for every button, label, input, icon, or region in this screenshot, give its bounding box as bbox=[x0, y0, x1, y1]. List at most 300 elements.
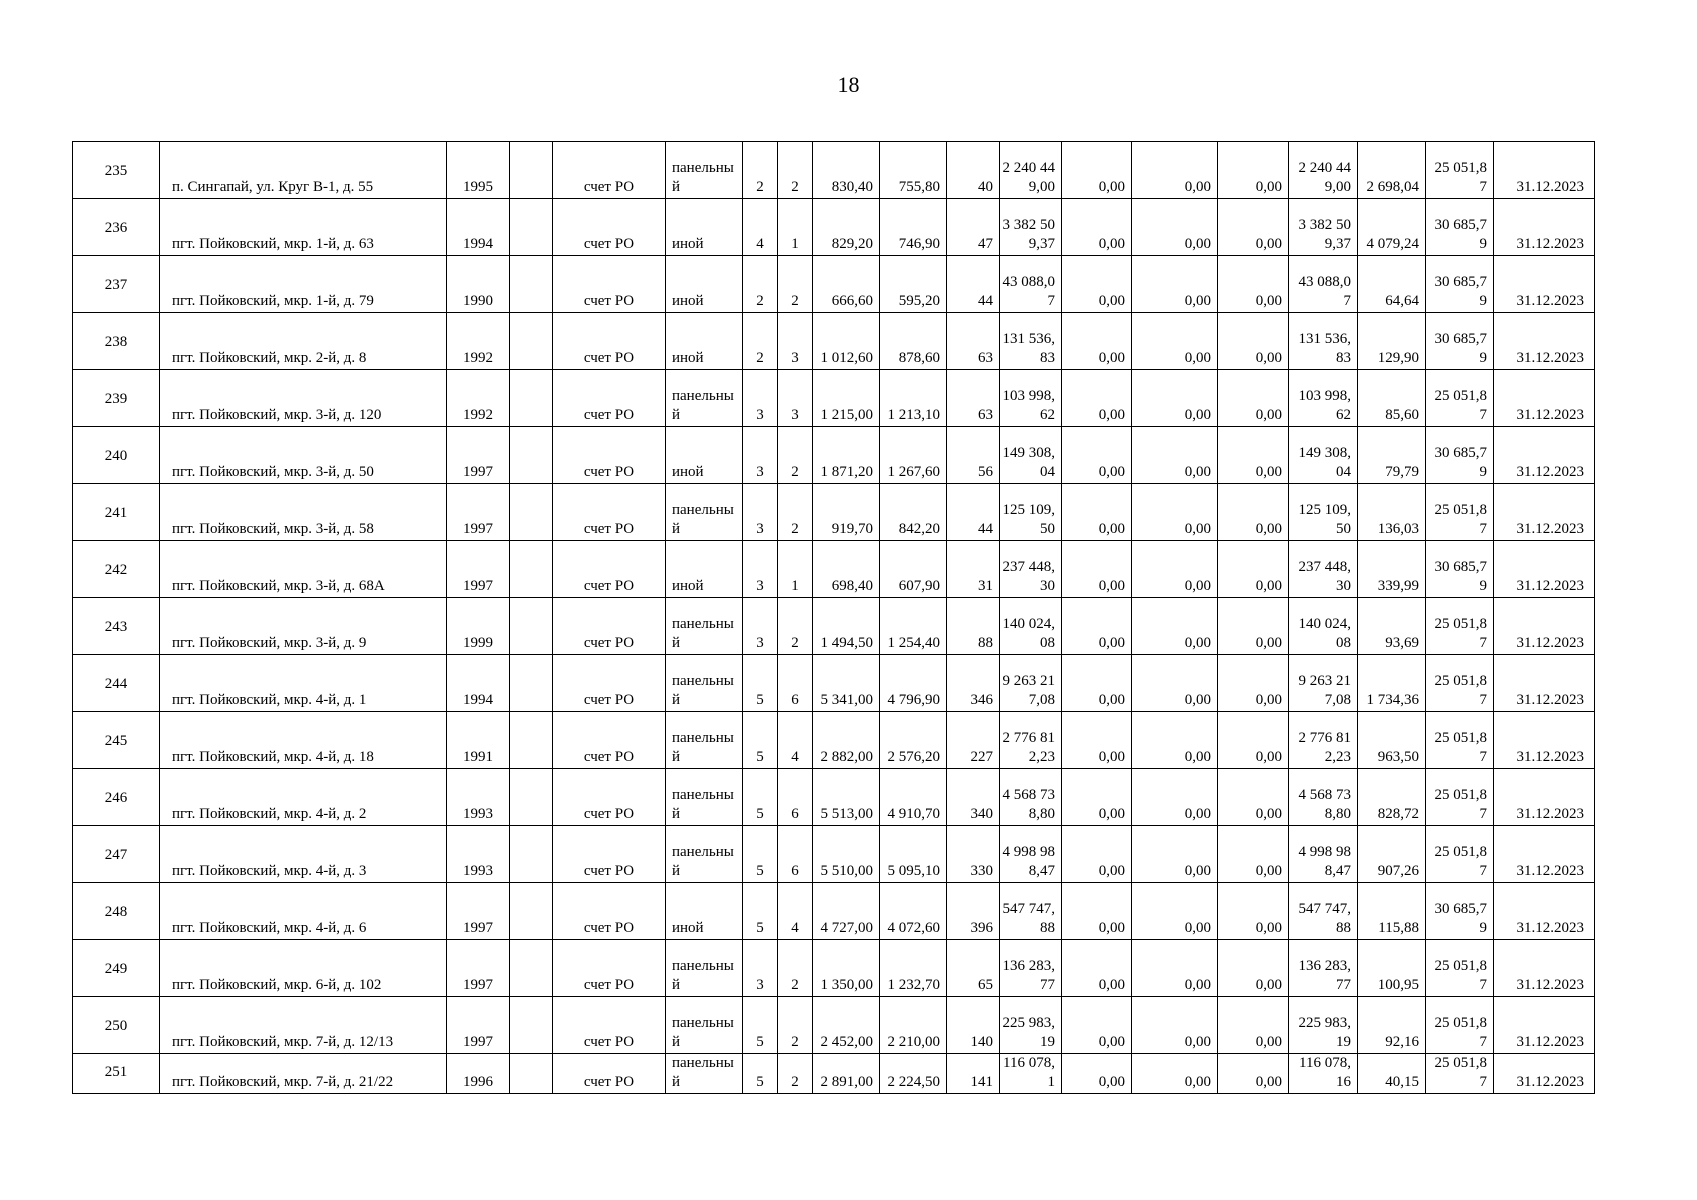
ro-cost-cell-text: 103 998,62 bbox=[1298, 388, 1351, 423]
address-cell: пгт. Пойковский, мкр. 3-й, д. 120 bbox=[160, 370, 447, 427]
funding-source-cell: счет РО bbox=[553, 427, 666, 484]
table-row bbox=[73, 484, 1595, 541]
entrances-cell: 1 bbox=[778, 541, 813, 598]
wall-material-cell-text: иной bbox=[672, 293, 704, 309]
cost-limit-cell-text: 25 051,87 bbox=[1434, 502, 1487, 537]
floors-cell: 3 bbox=[743, 484, 778, 541]
cost-limit-cell-text: 25 051,87 bbox=[1434, 160, 1487, 195]
fund-cell-3: 0,00 bbox=[1218, 997, 1289, 1054]
table-row bbox=[73, 1054, 1595, 1094]
row-number: 239 bbox=[73, 370, 160, 427]
living-area-cell bbox=[880, 541, 947, 598]
entrances-cell: 2 bbox=[778, 1054, 813, 1094]
deadline-date-cell: 31.12.2023 bbox=[1494, 313, 1595, 370]
wall-material-cell-text: иной bbox=[672, 578, 704, 594]
total-area-cell-text: 919,70 bbox=[831, 521, 873, 537]
living-area-cell-text: 1 232,70 bbox=[887, 977, 940, 993]
wall-material-cell bbox=[666, 256, 743, 313]
cost-limit-cell bbox=[1426, 940, 1494, 997]
floors-cell: 5 bbox=[743, 883, 778, 940]
row-number: 245 bbox=[73, 712, 160, 769]
address-cell: пгт. Пойковский, мкр. 7-й, д. 21/22 bbox=[160, 1054, 447, 1094]
fund-cell-1: 0,00 bbox=[1062, 199, 1132, 256]
wall-material-cell bbox=[666, 541, 743, 598]
living-area-cell-text: 1 254,40 bbox=[887, 635, 940, 651]
fund-cell-1: 0,00 bbox=[1062, 826, 1132, 883]
funding-source-cell: счет РО bbox=[553, 1054, 666, 1094]
wall-material-cell bbox=[666, 370, 743, 427]
specific-cost-cell-text: 907,26 bbox=[1377, 863, 1419, 879]
ro-cost-cell bbox=[1289, 199, 1358, 256]
cost-limit-cell-text: 25 051,87 bbox=[1434, 1015, 1487, 1050]
ro-cost-cell-text: 116 078,16 bbox=[1299, 1055, 1351, 1090]
total-area-cell bbox=[813, 826, 880, 883]
year-cell: 1993 bbox=[447, 769, 510, 826]
cost-limit-cell bbox=[1426, 769, 1494, 826]
total-cost-cell bbox=[1000, 940, 1062, 997]
total-area-cell-text: 5 513,00 bbox=[820, 806, 873, 822]
total-area-cell bbox=[813, 142, 880, 199]
cost-limit-cell bbox=[1426, 997, 1494, 1054]
cost-limit-cell bbox=[1426, 256, 1494, 313]
total-area-cell bbox=[813, 1054, 880, 1094]
funding-source-cell: счет РО bbox=[553, 940, 666, 997]
wall-material-cell bbox=[666, 598, 743, 655]
cost-limit-cell bbox=[1426, 142, 1494, 199]
wall-material-cell bbox=[666, 199, 743, 256]
living-area-cell bbox=[880, 997, 947, 1054]
table-row bbox=[73, 712, 1595, 769]
ro-cost-cell bbox=[1289, 142, 1358, 199]
living-area-cell bbox=[880, 883, 947, 940]
table-row bbox=[73, 940, 1595, 997]
blank-cell bbox=[510, 256, 553, 313]
floors-cell: 4 bbox=[743, 199, 778, 256]
floors-cell: 5 bbox=[743, 997, 778, 1054]
year-cell: 1995 bbox=[447, 142, 510, 199]
cost-limit-cell bbox=[1426, 598, 1494, 655]
blank-cell bbox=[510, 142, 553, 199]
entrances-cell: 2 bbox=[778, 142, 813, 199]
specific-cost-cell bbox=[1358, 142, 1426, 199]
living-area-cell bbox=[880, 598, 947, 655]
fund-cell-1: 0,00 bbox=[1062, 1054, 1132, 1094]
cost-limit-cell-text: 30 685,79 bbox=[1434, 445, 1487, 480]
living-area-cell-text: 4 796,90 bbox=[887, 692, 940, 708]
total-cost-cell-text: 9 263 217,08 bbox=[1002, 673, 1055, 708]
entrances-cell: 2 bbox=[778, 997, 813, 1054]
fund-cell-3: 0,00 bbox=[1218, 712, 1289, 769]
funding-source-cell: счет РО bbox=[553, 598, 666, 655]
address-cell: пгт. Пойковский, мкр. 2-й, д. 8 bbox=[160, 313, 447, 370]
total-cost-cell-text: 4 568 738,80 bbox=[1002, 787, 1055, 822]
living-area-cell-text: 755,80 bbox=[898, 179, 940, 195]
total-cost-cell-text: 116 078,1 bbox=[1003, 1055, 1055, 1090]
ro-cost-cell bbox=[1289, 826, 1358, 883]
row-number: 250 bbox=[73, 997, 160, 1054]
deadline-date-cell: 31.12.2023 bbox=[1494, 484, 1595, 541]
fund-cell-2: 0,00 bbox=[1132, 142, 1218, 199]
specific-cost-cell bbox=[1358, 1054, 1426, 1094]
residents-cell: 63 bbox=[947, 313, 1000, 370]
blank-cell bbox=[510, 883, 553, 940]
total-area-cell bbox=[813, 712, 880, 769]
living-area-cell bbox=[880, 769, 947, 826]
living-area-cell-text: 2 224,50 bbox=[887, 1074, 940, 1090]
funding-source-cell: счет РО bbox=[553, 883, 666, 940]
specific-cost-cell bbox=[1358, 370, 1426, 427]
total-area-cell-text: 5 510,00 bbox=[820, 863, 873, 879]
total-cost-cell bbox=[1000, 142, 1062, 199]
specific-cost-cell bbox=[1358, 712, 1426, 769]
funding-source-cell: счет РО bbox=[553, 370, 666, 427]
fund-cell-2: 0,00 bbox=[1132, 427, 1218, 484]
floors-cell: 3 bbox=[743, 370, 778, 427]
year-cell: 1993 bbox=[447, 826, 510, 883]
row-number: 243 bbox=[73, 598, 160, 655]
cost-limit-cell-text: 30 685,79 bbox=[1434, 217, 1487, 252]
living-area-cell bbox=[880, 199, 947, 256]
address-cell: пгт. Пойковский, мкр. 4-й, д. 2 bbox=[160, 769, 447, 826]
total-area-cell bbox=[813, 940, 880, 997]
total-cost-cell-text: 103 998,62 bbox=[1002, 388, 1055, 423]
floors-cell: 5 bbox=[743, 1054, 778, 1094]
deadline-date-cell: 31.12.2023 bbox=[1494, 427, 1595, 484]
wall-material-cell bbox=[666, 1054, 743, 1094]
residents-cell: 141 bbox=[947, 1054, 1000, 1094]
ro-cost-cell bbox=[1289, 370, 1358, 427]
total-cost-cell bbox=[1000, 427, 1062, 484]
specific-cost-cell bbox=[1358, 997, 1426, 1054]
row-number: 247 bbox=[73, 826, 160, 883]
ro-cost-cell bbox=[1289, 712, 1358, 769]
specific-cost-cell-text: 4 079,24 bbox=[1366, 236, 1419, 252]
specific-cost-cell-text: 79,79 bbox=[1385, 464, 1419, 480]
cost-limit-cell-text: 25 051,87 bbox=[1434, 616, 1487, 651]
entrances-cell: 3 bbox=[778, 370, 813, 427]
wall-material-cell bbox=[666, 712, 743, 769]
floors-cell: 5 bbox=[743, 826, 778, 883]
table-row bbox=[73, 370, 1595, 427]
living-area-cell-text: 595,20 bbox=[898, 293, 940, 309]
wall-material-cell-text: иной bbox=[672, 464, 704, 480]
specific-cost-cell bbox=[1358, 199, 1426, 256]
ro-cost-cell-text: 547 747,88 bbox=[1298, 901, 1351, 936]
cost-limit-cell bbox=[1426, 484, 1494, 541]
year-cell: 1992 bbox=[447, 313, 510, 370]
fund-cell-3: 0,00 bbox=[1218, 541, 1289, 598]
fund-cell-2: 0,00 bbox=[1132, 883, 1218, 940]
ro-cost-cell bbox=[1289, 313, 1358, 370]
fund-cell-1: 0,00 bbox=[1062, 883, 1132, 940]
deadline-date-cell: 31.12.2023 bbox=[1494, 997, 1595, 1054]
funding-source-cell: счет РО bbox=[553, 142, 666, 199]
total-area-cell bbox=[813, 541, 880, 598]
row-number: 237 bbox=[73, 256, 160, 313]
row-number: 238 bbox=[73, 313, 160, 370]
total-area-cell bbox=[813, 883, 880, 940]
living-area-cell bbox=[880, 655, 947, 712]
ro-cost-cell-text: 237 448,30 bbox=[1298, 559, 1351, 594]
total-area-cell bbox=[813, 598, 880, 655]
table-row bbox=[73, 769, 1595, 826]
wall-material-cell-text: панельный bbox=[672, 160, 734, 195]
total-area-cell-text: 1 494,50 bbox=[820, 635, 873, 651]
address-cell: пгт. Пойковский, мкр. 3-й, д. 9 bbox=[160, 598, 447, 655]
specific-cost-cell-text: 1 734,36 bbox=[1366, 692, 1419, 708]
cost-limit-cell-text: 25 051,87 bbox=[1434, 787, 1487, 822]
entrances-cell: 6 bbox=[778, 826, 813, 883]
year-cell: 1997 bbox=[447, 940, 510, 997]
floors-cell: 3 bbox=[743, 427, 778, 484]
floors-cell: 2 bbox=[743, 142, 778, 199]
cost-limit-cell bbox=[1426, 1054, 1494, 1094]
wall-material-cell-text: иной bbox=[672, 350, 704, 366]
wall-material-cell bbox=[666, 427, 743, 484]
residents-cell: 330 bbox=[947, 826, 1000, 883]
row-number: 236 bbox=[73, 199, 160, 256]
address-cell: пгт. Пойковский, мкр. 1-й, д. 63 bbox=[160, 199, 447, 256]
year-cell: 1997 bbox=[447, 997, 510, 1054]
floors-cell: 3 bbox=[743, 598, 778, 655]
page-number: 18 bbox=[837, 72, 860, 97]
fund-cell-1: 0,00 bbox=[1062, 769, 1132, 826]
residents-cell: 65 bbox=[947, 940, 1000, 997]
ro-cost-cell-text: 125 109,50 bbox=[1298, 502, 1351, 537]
wall-material-cell bbox=[666, 769, 743, 826]
fund-cell-2: 0,00 bbox=[1132, 541, 1218, 598]
fund-cell-3: 0,00 bbox=[1218, 598, 1289, 655]
blank-cell bbox=[510, 997, 553, 1054]
total-area-cell bbox=[813, 997, 880, 1054]
floors-cell: 2 bbox=[743, 313, 778, 370]
total-cost-cell-text: 2 240 449,00 bbox=[1002, 160, 1055, 195]
fund-cell-2: 0,00 bbox=[1132, 484, 1218, 541]
total-cost-cell bbox=[1000, 484, 1062, 541]
table-body bbox=[73, 142, 1595, 1094]
specific-cost-cell-text: 963,50 bbox=[1377, 749, 1419, 765]
specific-cost-cell-text: 828,72 bbox=[1377, 806, 1419, 822]
residents-cell: 140 bbox=[947, 997, 1000, 1054]
year-cell: 1991 bbox=[447, 712, 510, 769]
total-area-cell-text: 698,40 bbox=[831, 578, 873, 594]
total-area-cell-text: 1 350,00 bbox=[820, 977, 873, 993]
cost-limit-cell bbox=[1426, 826, 1494, 883]
wall-material-cell-text: панельный bbox=[672, 388, 734, 423]
living-area-cell-text: 607,90 bbox=[898, 578, 940, 594]
address-cell: пгт. Пойковский, мкр. 4-й, д. 3 bbox=[160, 826, 447, 883]
fund-cell-1: 0,00 bbox=[1062, 313, 1132, 370]
cost-limit-cell-text: 30 685,79 bbox=[1434, 901, 1487, 936]
wall-material-cell-text: панельный bbox=[672, 958, 734, 993]
total-area-cell bbox=[813, 655, 880, 712]
blank-cell bbox=[510, 1054, 553, 1094]
deadline-date-cell: 31.12.2023 bbox=[1494, 655, 1595, 712]
total-cost-cell bbox=[1000, 655, 1062, 712]
total-area-cell-text: 4 727,00 bbox=[820, 920, 873, 936]
total-area-cell bbox=[813, 313, 880, 370]
total-cost-cell bbox=[1000, 883, 1062, 940]
residents-cell: 88 bbox=[947, 598, 1000, 655]
specific-cost-cell bbox=[1358, 769, 1426, 826]
living-area-cell-text: 5 095,10 bbox=[887, 863, 940, 879]
total-cost-cell-text: 4 998 988,47 bbox=[1002, 844, 1055, 879]
residents-cell: 227 bbox=[947, 712, 1000, 769]
table-row bbox=[73, 655, 1595, 712]
living-area-cell-text: 842,20 bbox=[898, 521, 940, 537]
total-cost-cell-text: 43 088,07 bbox=[1002, 274, 1055, 309]
blank-cell bbox=[510, 940, 553, 997]
cost-limit-cell-text: 25 051,87 bbox=[1434, 730, 1487, 765]
entrances-cell: 2 bbox=[778, 427, 813, 484]
year-cell: 1999 bbox=[447, 598, 510, 655]
table-row bbox=[73, 997, 1595, 1054]
wall-material-cell-text: иной bbox=[672, 236, 704, 252]
deadline-date-cell: 31.12.2023 bbox=[1494, 142, 1595, 199]
wall-material-cell bbox=[666, 655, 743, 712]
funding-source-cell: счет РО bbox=[553, 484, 666, 541]
total-area-cell-text: 2 452,00 bbox=[820, 1034, 873, 1050]
cost-limit-cell bbox=[1426, 712, 1494, 769]
total-cost-cell-text: 3 382 509,37 bbox=[1002, 217, 1055, 252]
row-number: 246 bbox=[73, 769, 160, 826]
fund-cell-2: 0,00 bbox=[1132, 997, 1218, 1054]
blank-cell bbox=[510, 484, 553, 541]
total-cost-cell-text: 136 283,77 bbox=[1002, 958, 1055, 993]
wall-material-cell bbox=[666, 997, 743, 1054]
ro-cost-cell-text: 131 536,83 bbox=[1298, 331, 1351, 366]
wall-material-cell bbox=[666, 484, 743, 541]
total-area-cell-text: 1 012,60 bbox=[820, 350, 873, 366]
address-cell: пгт. Пойковский, мкр. 7-й, д. 12/13 bbox=[160, 997, 447, 1054]
year-cell: 1997 bbox=[447, 484, 510, 541]
residents-cell: 44 bbox=[947, 484, 1000, 541]
cost-limit-cell-text: 30 685,79 bbox=[1434, 331, 1487, 366]
specific-cost-cell-text: 339,99 bbox=[1377, 578, 1419, 594]
wall-material-cell bbox=[666, 826, 743, 883]
total-area-cell-text: 829,20 bbox=[831, 236, 873, 252]
specific-cost-cell-text: 136,03 bbox=[1377, 521, 1419, 537]
entrances-cell: 2 bbox=[778, 256, 813, 313]
specific-cost-cell-text: 115,88 bbox=[1378, 920, 1419, 936]
specific-cost-cell bbox=[1358, 940, 1426, 997]
table-row bbox=[73, 199, 1595, 256]
total-cost-cell bbox=[1000, 199, 1062, 256]
fund-cell-1: 0,00 bbox=[1062, 712, 1132, 769]
address-cell: п. Сингапай, ул. Круг В-1, д. 55 bbox=[160, 142, 447, 199]
year-cell: 1997 bbox=[447, 541, 510, 598]
specific-cost-cell bbox=[1358, 826, 1426, 883]
deadline-date-cell: 31.12.2023 bbox=[1494, 1054, 1595, 1094]
wall-material-cell bbox=[666, 142, 743, 199]
residents-cell: 396 bbox=[947, 883, 1000, 940]
wall-material-cell-text: панельный bbox=[672, 616, 734, 651]
fund-cell-1: 0,00 bbox=[1062, 427, 1132, 484]
blank-cell bbox=[510, 712, 553, 769]
year-cell: 1997 bbox=[447, 883, 510, 940]
fund-cell-3: 0,00 bbox=[1218, 199, 1289, 256]
total-cost-cell bbox=[1000, 997, 1062, 1054]
deadline-date-cell: 31.12.2023 bbox=[1494, 940, 1595, 997]
floors-cell: 3 bbox=[743, 940, 778, 997]
total-cost-cell-text: 547 747,88 bbox=[1002, 901, 1055, 936]
living-area-cell-text: 2 210,00 bbox=[887, 1034, 940, 1050]
specific-cost-cell-text: 93,69 bbox=[1385, 635, 1419, 651]
ro-cost-cell-text: 225 983,19 bbox=[1298, 1015, 1351, 1050]
total-cost-cell-text: 149 308,04 bbox=[1002, 445, 1055, 480]
fund-cell-2: 0,00 bbox=[1132, 769, 1218, 826]
total-cost-cell-text: 237 448,30 bbox=[1002, 559, 1055, 594]
living-area-cell-text: 4 072,60 bbox=[887, 920, 940, 936]
wall-material-cell-text: панельный bbox=[672, 1015, 734, 1050]
ro-cost-cell-text: 140 024,08 bbox=[1298, 616, 1351, 651]
total-cost-cell bbox=[1000, 769, 1062, 826]
ro-cost-cell-text: 2 240 449,00 bbox=[1298, 160, 1351, 195]
total-cost-cell bbox=[1000, 1054, 1062, 1094]
deadline-date-cell: 31.12.2023 bbox=[1494, 256, 1595, 313]
fund-cell-2: 0,00 bbox=[1132, 940, 1218, 997]
row-number: 248 bbox=[73, 883, 160, 940]
specific-cost-cell bbox=[1358, 256, 1426, 313]
wall-material-cell-text: панельный bbox=[672, 502, 734, 537]
funding-source-cell: счет РО bbox=[553, 313, 666, 370]
address-cell: пгт. Пойковский, мкр. 1-й, д. 79 bbox=[160, 256, 447, 313]
cost-limit-cell bbox=[1426, 199, 1494, 256]
cost-limit-cell bbox=[1426, 883, 1494, 940]
wall-material-cell bbox=[666, 313, 743, 370]
cost-limit-cell-text: 25 051,87 bbox=[1434, 673, 1487, 708]
cost-limit-cell bbox=[1426, 427, 1494, 484]
specific-cost-cell-text: 64,64 bbox=[1385, 293, 1419, 309]
ro-cost-cell-text: 3 382 509,37 bbox=[1298, 217, 1351, 252]
fund-cell-2: 0,00 bbox=[1132, 1054, 1218, 1094]
year-cell: 1996 bbox=[447, 1054, 510, 1094]
cost-limit-cell-text: 25 051,87 bbox=[1434, 844, 1487, 879]
fund-cell-1: 0,00 bbox=[1062, 598, 1132, 655]
year-cell: 1990 bbox=[447, 256, 510, 313]
fund-cell-3: 0,00 bbox=[1218, 484, 1289, 541]
residents-cell: 31 bbox=[947, 541, 1000, 598]
wall-material-cell-text: панельный bbox=[672, 673, 734, 708]
address-cell: пгт. Пойковский, мкр. 3-й, д. 68А bbox=[160, 541, 447, 598]
cost-limit-cell-text: 30 685,79 bbox=[1434, 274, 1487, 309]
total-cost-cell bbox=[1000, 712, 1062, 769]
ro-cost-cell bbox=[1289, 598, 1358, 655]
year-cell: 1992 bbox=[447, 370, 510, 427]
fund-cell-3: 0,00 bbox=[1218, 142, 1289, 199]
wall-material-cell-text: панельный bbox=[672, 730, 734, 765]
ro-cost-cell bbox=[1289, 1054, 1358, 1094]
cost-limit-cell-text: 25 051,87 bbox=[1434, 958, 1487, 993]
specific-cost-cell bbox=[1358, 541, 1426, 598]
residents-cell: 56 bbox=[947, 427, 1000, 484]
ro-cost-cell-text: 136 283,77 bbox=[1298, 958, 1351, 993]
total-area-cell bbox=[813, 427, 880, 484]
fund-cell-3: 0,00 bbox=[1218, 1054, 1289, 1094]
funding-source-cell: счет РО bbox=[553, 826, 666, 883]
living-area-cell bbox=[880, 427, 947, 484]
housing-repair-table bbox=[72, 141, 1595, 1094]
total-cost-cell-text: 225 983,19 bbox=[1002, 1015, 1055, 1050]
total-area-cell bbox=[813, 370, 880, 427]
living-area-cell-text: 4 910,70 bbox=[887, 806, 940, 822]
total-cost-cell bbox=[1000, 826, 1062, 883]
fund-cell-3: 0,00 bbox=[1218, 655, 1289, 712]
deadline-date-cell: 31.12.2023 bbox=[1494, 712, 1595, 769]
residents-cell: 340 bbox=[947, 769, 1000, 826]
funding-source-cell: счет РО bbox=[553, 712, 666, 769]
specific-cost-cell bbox=[1358, 484, 1426, 541]
